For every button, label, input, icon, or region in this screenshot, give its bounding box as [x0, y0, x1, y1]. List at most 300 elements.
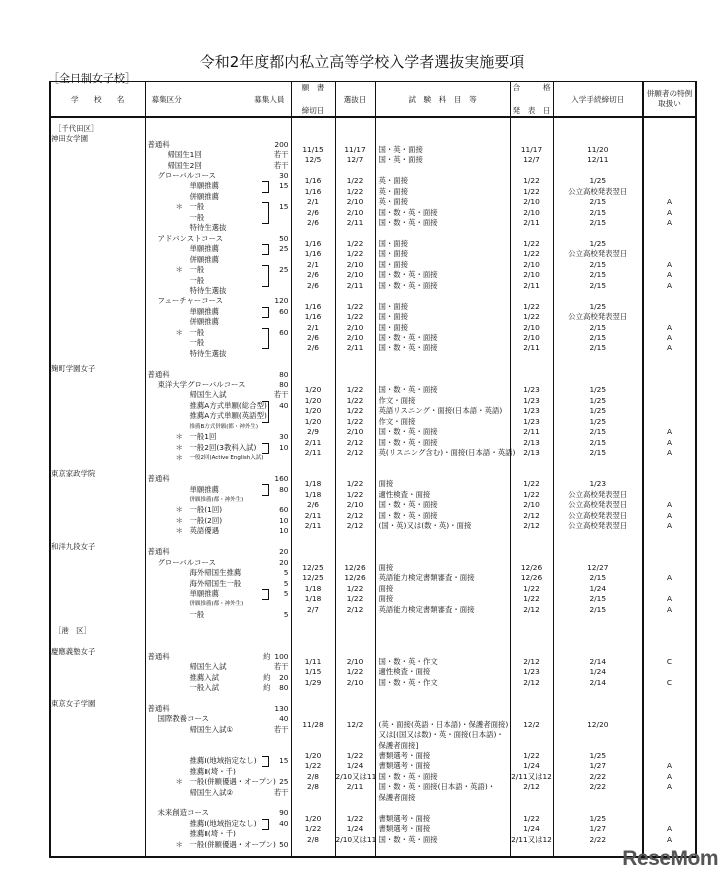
special-handling	[643, 176, 696, 186]
bracket-mark	[262, 244, 269, 255]
exam-subjects: 国・数・英・面接	[375, 500, 510, 510]
exam-subjects: 国・数・英・面接	[375, 772, 510, 782]
special-handling: A	[643, 270, 696, 280]
table-row	[50, 333, 696, 343]
category-label: 一般入試	[189, 683, 220, 693]
category-cell	[145, 782, 291, 797]
exam-subjects: 面接	[375, 479, 510, 489]
pass-announcement-date: 2/13	[510, 448, 553, 458]
school-name	[50, 312, 145, 322]
special-handling: A	[643, 772, 696, 782]
selection-date: 1/22	[335, 385, 375, 395]
application-deadline: 2/11	[291, 438, 335, 448]
selection-date: 1/24	[335, 761, 375, 771]
exam-subjects: 国・面接	[375, 239, 510, 249]
school-name	[50, 176, 145, 186]
category-cell	[145, 249, 291, 264]
procedure-deadline	[553, 354, 643, 364]
school-name	[50, 636, 145, 646]
pass-announcement-date: 11/17	[510, 145, 553, 155]
selection-date	[335, 469, 375, 479]
exam-subjects: 国・数・英・面接	[375, 511, 510, 521]
special-handling	[643, 793, 696, 803]
exam-subjects: 作文・面接	[375, 396, 510, 406]
header-application-top: 願 書	[301, 83, 325, 92]
category-label: 単願推薦	[189, 306, 220, 316]
special-handling: A	[643, 500, 696, 510]
bracket-mark	[262, 819, 269, 830]
procedure-deadline	[553, 364, 643, 374]
pass-announcement-date: 2/11又は12	[511, 834, 552, 844]
category-label: 一般2回(3教科入試)	[189, 442, 257, 452]
application-deadline: 12/5	[291, 155, 335, 165]
category-label: 単願推薦	[189, 484, 220, 494]
category-cell	[145, 197, 291, 212]
pass-announcement-date	[510, 636, 553, 646]
exam-subjects: 面接	[375, 584, 510, 594]
pass-announcement-date: 1/24	[510, 824, 553, 834]
school-name	[50, 458, 145, 468]
quota-count: 若干	[273, 390, 289, 400]
special-handling: A	[643, 427, 696, 437]
empty-cell	[291, 845, 335, 856]
school-name	[50, 375, 145, 385]
table-row	[50, 385, 696, 395]
school-name	[50, 166, 145, 176]
procedure-deadline: 2/14	[553, 657, 643, 667]
table-row	[50, 667, 696, 677]
category-cell	[145, 333, 291, 348]
exam-subjects: 国・数・英・作文	[375, 657, 510, 667]
table-row	[50, 208, 696, 218]
header-procedure-deadline: 入学手続締切日	[553, 82, 643, 118]
school-name	[50, 145, 145, 155]
school-name	[50, 605, 145, 615]
pass-announcement-date: 1/22	[510, 490, 553, 500]
exam-subjects	[375, 354, 510, 364]
table-row	[50, 751, 696, 761]
pass-announcement-date	[510, 542, 553, 552]
category-cell	[145, 281, 291, 295]
application-deadline: 2/11	[291, 448, 335, 458]
pass-announcement-date: 1/22	[510, 249, 553, 259]
category-label: 英語優遇	[189, 526, 220, 536]
pass-announcement-date	[510, 134, 553, 144]
category-label: 推薦Ⅰ(地域指定なし)	[189, 756, 257, 766]
school-name	[50, 521, 145, 531]
selection-date	[335, 803, 375, 813]
quota-count: 30	[279, 432, 289, 442]
application-deadline: 2/6	[291, 343, 335, 353]
selection-date: 1/22	[335, 396, 375, 406]
header-special-handling: 併願者の特例取扱い	[643, 82, 696, 118]
special-handling: A	[643, 197, 696, 207]
category-label: 併願推薦(都・神外生)	[189, 496, 244, 503]
category-cell	[145, 458, 291, 468]
special-handling	[643, 647, 696, 657]
quota-count: 20	[279, 672, 289, 682]
school-name	[50, 281, 145, 291]
procedure-deadline	[553, 730, 643, 740]
pass-announcement-date: 1/22	[510, 312, 553, 322]
procedure-deadline: 公立高校発表翌日	[553, 511, 643, 521]
category-label: 帰国生2回	[167, 160, 202, 170]
procedure-deadline: 公立高校発表翌日	[553, 490, 643, 500]
category-label: 単願推薦	[189, 181, 220, 191]
school-name: 麹町学園女子	[50, 364, 145, 374]
selection-date: 2/10	[335, 500, 375, 510]
procedure-deadline	[553, 741, 643, 751]
quota-count: 20	[279, 557, 289, 567]
exam-subjects	[375, 134, 510, 144]
exam-subjects: 国・面接	[375, 260, 510, 270]
procedure-deadline: 2/15	[553, 333, 643, 343]
table-row	[50, 354, 696, 364]
table-row	[50, 594, 696, 604]
selection-date: 12/26	[335, 563, 375, 573]
selection-date	[335, 542, 375, 552]
exam-subjects: 英・面接	[375, 176, 510, 186]
asterisk-mark: ＊	[175, 432, 183, 442]
selection-date	[335, 229, 375, 239]
selection-date: 2/10	[335, 657, 375, 667]
quota-count: 5	[283, 609, 289, 619]
special-handling	[643, 699, 696, 709]
application-deadline: 1/18	[291, 490, 335, 500]
procedure-deadline	[553, 552, 643, 562]
special-handling	[643, 688, 696, 698]
school-name	[50, 260, 145, 270]
exam-subjects: 国・数・英・面接	[375, 270, 510, 280]
bracket-mark	[262, 276, 269, 287]
school-name	[50, 552, 145, 562]
pass-announcement-date: 2/11	[510, 343, 553, 353]
application-deadline: 1/16	[291, 302, 335, 312]
exam-subjects	[375, 375, 510, 385]
table-row	[50, 197, 696, 207]
quota-count: 80	[279, 484, 289, 494]
application-deadline: 2/6	[291, 208, 335, 218]
school-name	[50, 354, 145, 364]
table-row	[50, 375, 696, 385]
category-label: 一般(併願優遇・オープン)	[189, 777, 276, 787]
special-handling: A	[643, 605, 696, 615]
procedure-deadline: 2/15	[553, 448, 643, 458]
category-label: 一般(1回)	[189, 505, 223, 515]
exam-subjects	[375, 615, 510, 625]
school-name: 東京女子学園	[50, 699, 145, 709]
selection-date	[335, 699, 375, 709]
application-deadline: 1/20	[291, 396, 335, 406]
procedure-deadline: 2/15	[553, 605, 643, 615]
selection-date	[335, 741, 375, 751]
category-label: 一般	[189, 275, 205, 285]
exam-subjects	[375, 229, 510, 239]
exam-subjects	[375, 458, 510, 468]
selection-date	[335, 730, 375, 740]
school-name	[50, 343, 145, 353]
school-name	[50, 479, 145, 489]
special-handling: A	[643, 281, 696, 291]
table-row	[50, 657, 696, 667]
category-label: 帰国生1回	[167, 150, 202, 160]
table-row	[50, 417, 696, 427]
procedure-deadline: 2/15	[553, 197, 643, 207]
special-handling	[643, 730, 696, 740]
school-name	[50, 824, 145, 834]
category-cell	[145, 229, 291, 243]
special-handling	[643, 354, 696, 364]
table-row	[50, 249, 696, 259]
table-row	[50, 176, 696, 186]
procedure-deadline: 1/25	[553, 417, 643, 427]
category-cell	[145, 354, 291, 364]
category-label: 特待生選抜	[189, 348, 227, 358]
category-cell	[145, 552, 291, 567]
selection-date: 1/22	[335, 417, 375, 427]
bracket-mark	[262, 182, 269, 193]
table-row	[50, 469, 696, 479]
quota-count: 若干	[273, 150, 289, 160]
exam-subjects: 保護者面接]	[375, 741, 510, 751]
category-label: 普通科	[147, 369, 170, 379]
category-label: 普通科	[147, 547, 170, 557]
header-application-bottom: 締切日	[301, 106, 325, 115]
procedure-deadline: 2/22	[553, 772, 643, 782]
procedure-deadline	[553, 793, 643, 803]
selection-date: 11/17	[335, 145, 375, 155]
application-deadline: 1/20	[291, 385, 335, 395]
special-handling	[643, 563, 696, 573]
procedure-deadline: 1/27	[553, 761, 643, 771]
pass-announcement-date	[510, 291, 553, 301]
exam-subjects: 英語能力検定書類審査・面接	[375, 605, 510, 615]
asterisk-mark: ＊	[175, 327, 183, 337]
header-pass-bottom: 発 表 日	[512, 106, 551, 115]
header-school: 学 校 名	[50, 82, 145, 118]
empty-cell	[335, 117, 375, 124]
special-handling	[643, 458, 696, 468]
selection-date: 2/12	[335, 438, 375, 448]
selection-date: 2/10又は11	[335, 771, 377, 781]
application-deadline: 2/7	[291, 605, 335, 615]
selection-date: 1/22	[335, 594, 375, 604]
special-handling: A	[643, 208, 696, 218]
application-deadline	[291, 688, 335, 698]
special-handling	[643, 145, 696, 155]
header-pass-top-right: 格	[542, 83, 551, 92]
pass-announcement-date: 2/11	[510, 218, 553, 228]
empty-cell	[50, 845, 145, 856]
table-row	[50, 218, 696, 228]
category-label: 海外帰国生推薦	[189, 568, 242, 578]
application-deadline: 1/18	[291, 584, 335, 594]
application-deadline: 2/1	[291, 260, 335, 270]
school-name	[50, 761, 145, 771]
procedure-deadline	[553, 699, 643, 709]
procedure-deadline	[553, 647, 643, 657]
exam-subjects: 国・数・英・面接	[375, 385, 510, 395]
exam-subjects	[375, 166, 510, 176]
selection-date: 1/22	[335, 312, 375, 322]
category-label: 併願推薦(都・神外生)	[189, 601, 244, 608]
school-name	[50, 814, 145, 824]
category-label: 特待生選抜	[189, 223, 227, 233]
selection-date: 1/22	[335, 302, 375, 312]
school-name	[50, 688, 145, 698]
school-name	[50, 741, 145, 751]
table-row	[50, 824, 696, 834]
school-name	[50, 709, 145, 719]
exam-subjects: 国・数・英・面接	[375, 208, 510, 218]
pass-announcement-date: 1/22	[510, 751, 553, 761]
selection-date: 12/7	[335, 155, 375, 165]
application-deadline: 1/20	[291, 814, 335, 824]
bracket-mark	[262, 756, 269, 767]
page-title: 令和2年度都内私立高等学校入学者選抜実施要項	[199, 53, 525, 71]
pass-announcement-date	[510, 626, 553, 636]
procedure-deadline	[553, 615, 643, 625]
pass-announcement-date: 1/22	[510, 302, 553, 312]
procedure-deadline: 2/15	[553, 343, 643, 353]
school-name	[50, 291, 145, 301]
pass-announcement-date: 12/26	[510, 573, 553, 583]
pass-announcement-date: 1/22	[510, 814, 553, 824]
exam-subjects	[375, 552, 510, 562]
school-name	[50, 270, 145, 280]
category-label: 推薦A方式単願(英語型)	[189, 411, 267, 421]
application-deadline: 1/11	[291, 657, 335, 667]
school-name	[50, 302, 145, 312]
school-name	[50, 239, 145, 249]
empty-cell	[643, 117, 696, 124]
school-name	[50, 678, 145, 688]
category-label: 帰国生入試	[189, 390, 227, 400]
category-label: 一般1回	[189, 432, 217, 442]
special-handling: A	[643, 835, 696, 845]
quota-count: 若干	[273, 787, 289, 797]
exam-subjects: 英・面接	[375, 187, 510, 197]
special-handling	[643, 552, 696, 562]
table-row	[50, 647, 696, 657]
table-row	[50, 605, 696, 615]
category-cell	[145, 364, 291, 379]
procedure-deadline	[553, 229, 643, 239]
special-handling	[643, 134, 696, 144]
procedure-deadline: 1/25	[553, 239, 643, 249]
selection-date: 2/10又は11	[335, 834, 377, 844]
procedure-deadline: 1/25	[553, 176, 643, 186]
selection-date: 2/12	[335, 521, 375, 531]
special-handling	[643, 741, 696, 751]
procedure-deadline: 1/25	[553, 751, 643, 761]
pass-announcement-date: 1/22	[510, 187, 553, 197]
exam-subjects: 国・数・英・面接	[375, 333, 510, 343]
pass-announcement-date: 2/10	[510, 197, 553, 207]
procedure-deadline: 2/22	[553, 835, 643, 845]
table-row	[50, 615, 696, 625]
exam-subjects	[375, 626, 510, 636]
procedure-deadline: 2/15	[553, 573, 643, 583]
category-cell	[145, 667, 291, 682]
category-cell	[145, 187, 291, 201]
category-label: 一般	[189, 212, 205, 222]
table-row	[50, 364, 696, 374]
section-row	[50, 124, 696, 134]
asterisk-mark: ＊	[175, 515, 183, 525]
procedure-deadline	[553, 626, 643, 636]
procedure-deadline	[553, 469, 643, 479]
table-row	[50, 741, 696, 751]
category-label: 一般(併願優遇・オープン)	[189, 839, 276, 849]
application-deadline: 2/8	[291, 772, 335, 782]
quota-count: 若干	[273, 160, 289, 170]
category-cell	[145, 218, 291, 233]
category-label: 推薦Ⅰ(地域指定なし)	[189, 818, 257, 828]
category-cell	[145, 835, 291, 849]
category-cell	[145, 176, 291, 191]
table-row	[50, 761, 696, 771]
selection-date: 1/22	[335, 814, 375, 824]
quota-count: 100	[274, 651, 289, 661]
pass-announcement-date: 1/24	[510, 761, 553, 771]
selection-date	[335, 636, 375, 646]
quota-count: 25	[279, 265, 289, 275]
pass-announcement-date	[510, 229, 553, 239]
exam-subjects: 英(リスニング含む)・面接(日本語・英語)	[375, 448, 510, 458]
procedure-deadline: 1/24	[553, 667, 643, 677]
exam-subjects: (国・英)又は(数・英)・面接	[375, 521, 510, 531]
quota-count: 60	[279, 327, 289, 337]
pass-announcement-date	[510, 741, 553, 751]
application-deadline	[291, 709, 335, 719]
empty-cell	[291, 117, 335, 124]
school-name: 慶應義塾女子	[50, 647, 145, 657]
pass-announcement-date: 2/10	[510, 500, 553, 510]
quota-count: 10	[279, 515, 289, 525]
application-deadline	[291, 626, 335, 636]
exam-subjects: 国・数・英・面接	[375, 281, 510, 291]
selection-date: 1/22	[335, 249, 375, 259]
pass-announcement-date: 1/23	[510, 396, 553, 406]
category-cell	[145, 709, 291, 724]
school-name	[50, 155, 145, 165]
procedure-deadline: 公立高校発表翌日	[553, 521, 643, 531]
procedure-deadline: 2/15	[553, 260, 643, 270]
category-cell	[145, 417, 291, 430]
application-deadline: 1/18	[291, 594, 335, 604]
table-row	[50, 145, 696, 155]
exam-subjects: 英・面接	[375, 197, 510, 207]
pass-announcement-date: 2/10	[510, 333, 553, 343]
category-label: 帰国生入試①	[189, 724, 234, 734]
selection-date: 2/12	[335, 511, 375, 521]
category-cell	[145, 678, 291, 693]
quota-count: 15	[279, 202, 289, 212]
special-handling: A	[643, 594, 696, 604]
category-label: 一般	[189, 202, 205, 212]
application-deadline	[291, 354, 335, 364]
special-handling: A	[643, 511, 696, 521]
table-row	[50, 636, 696, 646]
application-deadline	[291, 229, 335, 239]
category-label: 未来創造コース	[157, 808, 209, 818]
category-cell	[145, 155, 291, 170]
table-row	[50, 500, 696, 510]
table-row	[50, 490, 696, 500]
special-handling	[643, 584, 696, 594]
quota-count: 5	[283, 568, 289, 578]
